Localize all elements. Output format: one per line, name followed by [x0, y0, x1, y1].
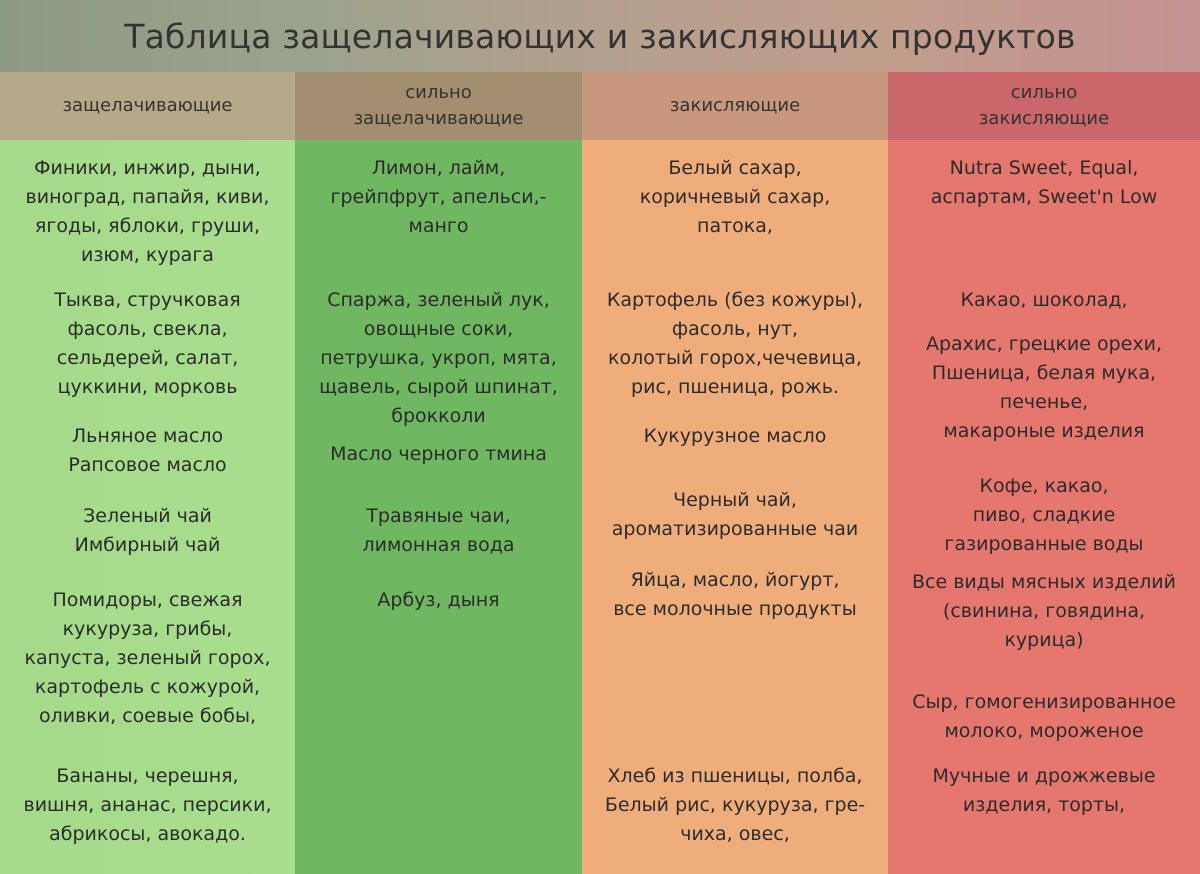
food-group-line: грейпфрут, апельси,-	[330, 186, 547, 208]
food-group-line: овощные соки,	[363, 318, 514, 340]
column-header	[582, 72, 888, 140]
column-acidifying	[582, 72, 888, 874]
food-group-line: коричневый сахар,	[639, 186, 831, 208]
food-group-line: манго	[408, 215, 469, 237]
food-group-line: Травяные чаи,	[366, 505, 511, 527]
food-group-line: макароные изделия	[943, 420, 1145, 442]
food-group-line: Арахис, грецкие орехи,	[925, 333, 1163, 355]
food-group-line: Зеленый чай	[83, 505, 212, 527]
food-group-line: Арбуз, дыня	[377, 589, 500, 611]
food-group-line: петрушка, укроп, мята,	[320, 347, 557, 369]
food-group-line: рис, пшеница, рожь.	[631, 376, 839, 398]
food-group-line: Мучные и дрожжевые	[932, 765, 1156, 787]
food-group	[0, 286, 295, 402]
food-group-line: Nutra Sweet, Equal,	[949, 157, 1139, 179]
food-group-line: сельдерей, салат,	[56, 347, 239, 369]
column-header	[295, 72, 582, 140]
food-group	[0, 154, 295, 270]
food-group-line: изделия, торты,	[962, 794, 1126, 816]
column-header-line: сильно	[1010, 82, 1078, 103]
food-group	[888, 286, 1200, 315]
food-group	[295, 586, 582, 615]
food-group-line: брокколи	[391, 405, 486, 427]
food-group	[295, 154, 582, 241]
food-group	[0, 502, 295, 560]
food-group-line: Картофель (без кожуры),	[606, 289, 864, 311]
food-group	[582, 762, 888, 849]
column-strongly-alkalizing	[295, 72, 582, 874]
food-group-line: Льняное масло	[71, 425, 224, 447]
food-group-line: вишня, ананас, персики,	[23, 794, 272, 816]
column-header-line: защелачивающие	[62, 95, 233, 116]
food-group	[295, 286, 582, 431]
food-group-line: щавель, сырой шпинат,	[319, 376, 558, 398]
food-group-line: Какао, шоколад,	[960, 289, 1128, 311]
food-group	[888, 154, 1200, 212]
food-group-line: Все виды мясных изделий	[912, 571, 1176, 593]
food-group-line: курица)	[1004, 629, 1084, 651]
food-group	[295, 502, 582, 560]
column-header	[0, 72, 295, 140]
food-group-line: Кофе, какао,	[979, 475, 1109, 497]
food-group	[0, 586, 295, 731]
column-alkalizing	[0, 72, 295, 874]
food-group-line: Сыр, гомогенизированное	[912, 691, 1176, 713]
food-group-line: (свинина, говядина,	[942, 600, 1146, 622]
food-group-line: ягоды, яблоки, груши,	[34, 215, 261, 237]
food-group-line: Тыква, стручковая	[54, 289, 241, 311]
food-group-line: чиха, овес,	[680, 823, 790, 845]
food-group-line: фасоль, нут,	[671, 318, 799, 340]
food-group	[582, 154, 888, 241]
food-group	[582, 422, 888, 451]
food-group	[295, 440, 582, 469]
food-group-line: Белый сахар,	[668, 157, 802, 179]
food-group-line: оливки, соевые бобы,	[38, 705, 256, 727]
title-bar	[0, 0, 1200, 72]
food-group-line: Яйца, масло, йогурт,	[630, 569, 840, 591]
food-group-line: пиво, сладкие	[972, 504, 1116, 526]
food-group	[888, 568, 1200, 655]
food-group-line: Бананы, черешня,	[56, 765, 239, 787]
column-header	[888, 72, 1200, 140]
page-title: Таблица защелачивающих и закисляющих продуктов	[124, 16, 1076, 56]
food-group-line: изюм, курага	[81, 244, 214, 266]
column-strongly-acidifying	[888, 72, 1200, 874]
food-group-line: фасоль, свекла,	[67, 318, 228, 340]
food-group-line: Финики, инжир, дыни,	[34, 157, 261, 179]
food-group-line: лимонная вода	[362, 534, 515, 556]
food-group-line: Черный чай,	[673, 489, 797, 511]
food-group-line: молоко, мороженое	[944, 720, 1144, 742]
food-group	[888, 330, 1200, 446]
food-group	[888, 472, 1200, 559]
food-group-line: Помидоры, свежая	[52, 589, 243, 611]
food-group-line: цуккини, морковь	[57, 376, 238, 398]
food-group-line: колотый горох,чечевица,	[608, 347, 862, 369]
food-group-line: Пшеница, белая мука,	[931, 362, 1157, 384]
food-group	[888, 688, 1200, 746]
food-group-line: виноград, папайя, киви,	[25, 186, 270, 208]
food-group	[0, 422, 295, 480]
food-group-line: ароматизированные чаи	[611, 518, 859, 540]
food-group-line: газированные воды	[944, 533, 1144, 555]
column-header-line: защелачивающие	[353, 108, 524, 129]
food-group-line: все молочные продукты	[613, 598, 857, 620]
column-header-line: закисляющие	[669, 95, 801, 116]
food-group-line: Спаржа, зеленый лук,	[327, 289, 550, 311]
column-header-line: закисляющие	[978, 108, 1110, 129]
food-group-line: Белый рис, кукуруза, гре-	[604, 794, 866, 816]
food-group-line: картофель с кожурой,	[34, 676, 261, 698]
food-group-line: Хлеб из пшеницы, полба,	[607, 765, 863, 787]
food-group-line: абрикосы, авокадо.	[49, 823, 246, 845]
food-group-line: кукуруза, грибы,	[62, 618, 233, 640]
food-group-line: Имбирный чай	[74, 534, 221, 556]
food-group-line: Кукурузное масло	[643, 425, 827, 447]
food-group	[0, 762, 295, 849]
food-group-line: Рапсовое масло	[68, 454, 227, 476]
food-group-line: печенье,	[999, 391, 1089, 413]
food-group-line: патока,	[697, 215, 773, 237]
food-group-line: Лимон, лайм,	[371, 157, 506, 179]
food-group-line: аспартам, Sweet'n Low	[930, 186, 1158, 208]
food-group	[582, 566, 888, 624]
food-group	[888, 762, 1200, 820]
food-group-line: Масло черного тмина	[330, 443, 547, 465]
food-group	[582, 486, 888, 544]
food-group	[582, 286, 888, 402]
food-group-line: капуста, зеленый горох,	[24, 647, 271, 669]
column-header-line: сильно	[405, 82, 472, 103]
